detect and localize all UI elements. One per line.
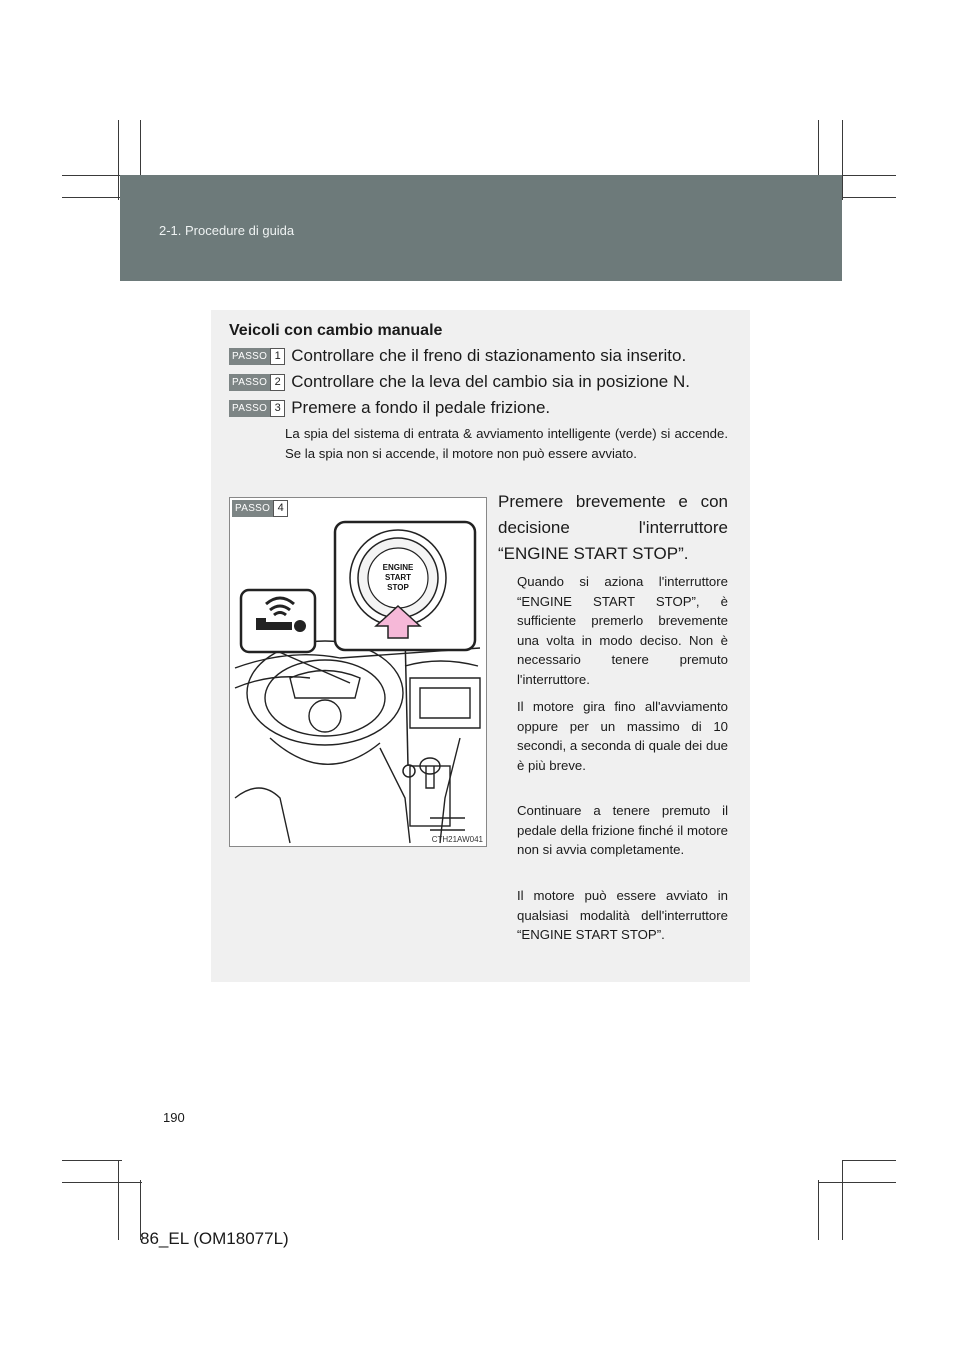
crop-mark (62, 175, 122, 176)
step-4-note-4: Il motore può essere avviato in qualsiasi modalità dell'interruttore “ENGINE START STOP”. (517, 888, 728, 942)
crop-mark (842, 1160, 896, 1161)
step-text: Premere a fondo il pedale frizione. (291, 398, 551, 417)
crop-mark (842, 120, 843, 200)
step-4-note-1: Quando si aziona l'interruttore “ENGINE START STOP”, è sufficiente premerlo brevemente una volta in modo deciso. Non è necessario tenere premuto l'interruttore. (517, 574, 728, 687)
step-3 (229, 398, 550, 418)
step-4-text: Premere brevemente e con decisione l'interruttore “ENGINE START STOP”. (498, 492, 728, 563)
crop-mark (840, 197, 896, 198)
figure-code: CTH21AW041 (431, 835, 483, 844)
document-code: 86_EL (OM18077L) (140, 1229, 289, 1248)
crop-mark (118, 120, 119, 200)
engine-start-illustration (229, 497, 487, 847)
step-text: Controllare che la leva del cambio sia in posizione N. (291, 372, 690, 391)
section-title: 2-1. Procedure di guida (159, 223, 295, 238)
button-line-1: ENGINE (382, 563, 414, 572)
step-badge: PASSO 1 (229, 348, 285, 365)
dashboard-outline-icon (235, 641, 480, 843)
dashboard-drawing (230, 498, 486, 846)
crop-mark (842, 1160, 843, 1240)
step-4-note-3: Continuare a tenere premuto il pedale della frizione finché il motore non si avvia completamente. (517, 803, 728, 857)
step-3-note: La spia del sistema di entrata & avviamento intelligente (verde) si accende. Se la spia non si accende, il motore non può essere avviato. (285, 426, 728, 461)
step-badge: PASSO 2 (229, 374, 285, 391)
step-2 (229, 372, 690, 392)
section-header (120, 175, 842, 281)
step-text: Controllare che il freno di stazionamento sia inserito. (291, 346, 687, 365)
crop-mark (840, 175, 896, 176)
page-title: Veicoli con cambio manuale (229, 322, 443, 339)
crop-mark (62, 1182, 142, 1183)
page-number: 190 (163, 1110, 185, 1125)
step-4-badge: PASSO 4 (232, 500, 288, 517)
step-badge: PASSO 3 (229, 400, 285, 417)
step-4-note-2: Il motore gira fino all'avviamento oppure per un massimo di 10 secondi, a seconda di quale dei due è più breve. (517, 699, 728, 773)
crop-mark (818, 1182, 896, 1183)
button-line-2: START (384, 573, 412, 582)
step-1 (229, 346, 686, 366)
crop-mark (818, 1180, 819, 1240)
crop-mark (118, 1160, 119, 1240)
crop-mark (62, 197, 122, 198)
button-line-3: STOP (387, 583, 409, 592)
crop-mark (62, 1160, 122, 1161)
